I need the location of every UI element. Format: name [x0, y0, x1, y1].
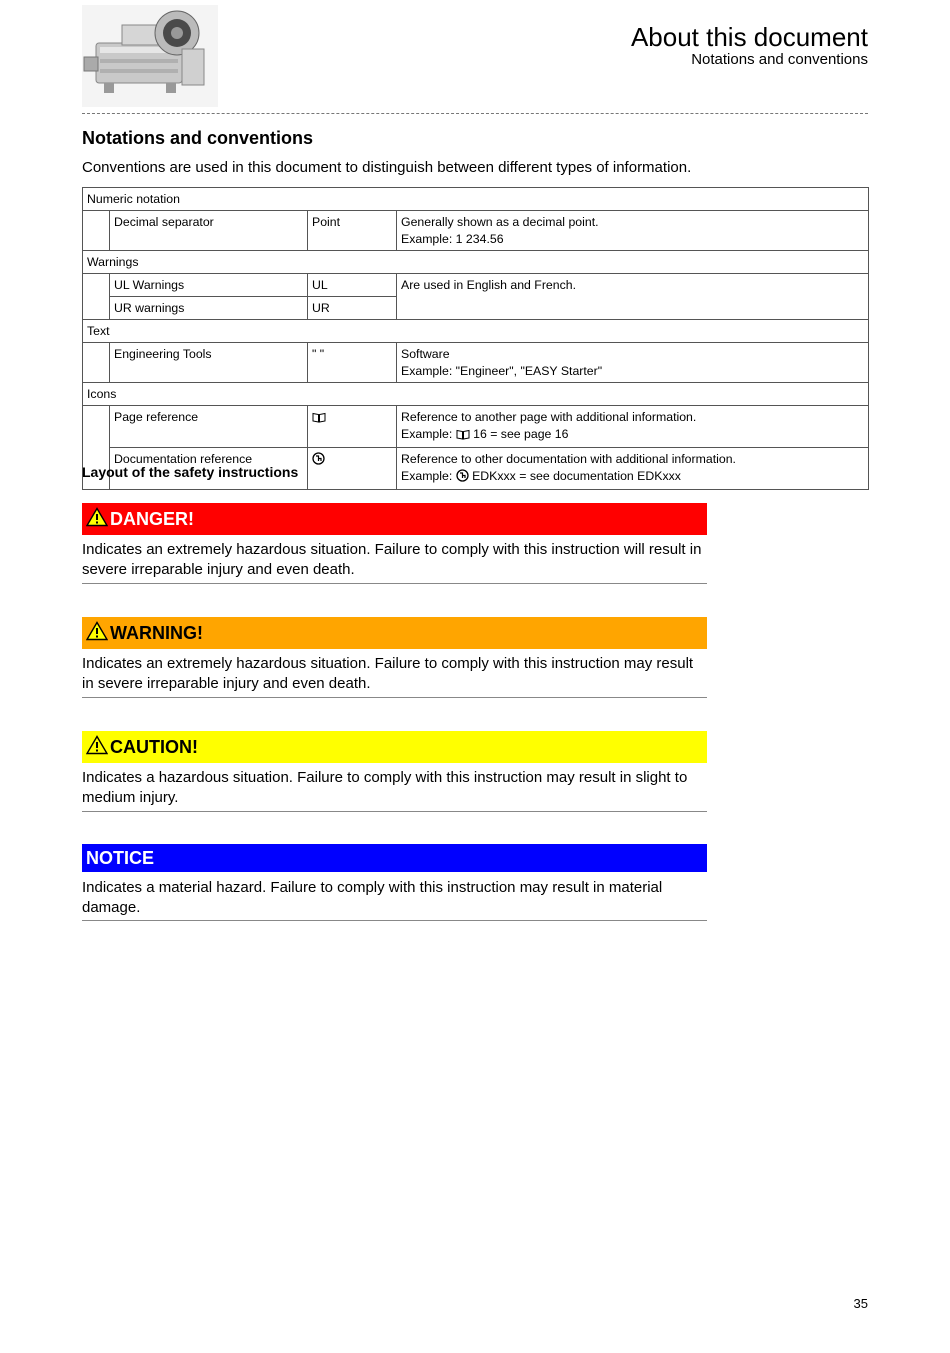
cell-sign: Point [308, 211, 397, 251]
header-subtitle: Notations and conventions [691, 51, 868, 68]
desc-example-prefix: Example: [401, 427, 456, 441]
cell-sign [308, 406, 397, 448]
section-title: Notations and conventions [82, 128, 314, 148]
caution-text: Indicates a hazardous situation. Failure to comply with this instruction may result in slight to medium injury. [82, 769, 688, 806]
warning-triangle-icon [86, 735, 108, 760]
notice-divider [82, 920, 707, 921]
warning-label: WARNING! [110, 622, 203, 643]
desc-line: Software [401, 347, 450, 361]
section-intro: Conventions are used in this document to distinguish between different types of information. [82, 159, 692, 176]
table-row [83, 406, 869, 448]
category-text: Text [83, 320, 869, 343]
safety-title: Layout of the safety instructions [82, 464, 299, 480]
notice-label: NOTICE [86, 847, 155, 868]
warning-divider [82, 697, 707, 698]
cell-name: Page reference [110, 406, 308, 448]
desc-example-prefix: Example: [401, 469, 456, 483]
cell-sign [308, 448, 397, 490]
table-row [83, 320, 869, 343]
conventions-table [82, 187, 869, 490]
desc-example: Example: "Engineer", "EASY Starter" [401, 364, 603, 378]
book-icon [312, 411, 326, 428]
cell-desc [397, 406, 869, 448]
notice-banner [82, 844, 707, 872]
header-title: About this document [630, 22, 868, 52]
notice-text: Indicates a material hazard. Failure to comply with this instruction may result in material damage. [82, 879, 663, 916]
desc-line: Reference to other documentation with additional information. [401, 452, 736, 466]
danger-banner [82, 503, 707, 535]
cell-desc [397, 448, 869, 490]
cell-sign: " " [308, 343, 397, 383]
cell-desc: Are used in English and French. [397, 274, 869, 320]
category-numeric: Numeric notation [83, 188, 869, 211]
cell-name: Engineering Tools [110, 343, 308, 383]
table-row [83, 188, 869, 211]
category-icons: Icons [83, 383, 869, 406]
danger-label: DANGER! [110, 508, 194, 529]
desc-example [401, 468, 864, 487]
cell-name: Documentation reference [110, 448, 308, 490]
warning-banner [82, 617, 707, 649]
warning-triangle-icon [86, 621, 108, 646]
desc-example [401, 426, 864, 445]
table-row [83, 343, 869, 383]
desc-example: Example: 1 234.56 [401, 232, 504, 246]
warning-triangle-icon [86, 507, 108, 532]
cell-name: UR warnings [110, 297, 308, 320]
book-icon [456, 428, 470, 445]
caution-banner [82, 731, 707, 763]
caution-divider [82, 811, 707, 812]
table-row [83, 211, 869, 251]
desc-example-suffix: EDKxxx = see documentation EDKxxx [468, 469, 681, 483]
cell-name: Decimal separator [110, 211, 308, 251]
page-number: 35 [853, 1296, 868, 1311]
category-warnings: Warnings [83, 251, 869, 274]
header-divider [82, 113, 868, 114]
cell-name: UL Warnings [110, 274, 308, 297]
motor-product-image [82, 5, 218, 107]
warning-text: Indicates an extremely hazardous situation. Failure to comply with this instruction may result in severe irreparable injury and even death. [82, 655, 694, 692]
caution-label: CAUTION! [110, 736, 198, 757]
desc-line: Generally shown as a decimal point. [401, 215, 599, 229]
desc-line: Reference to another page with additional information. [401, 410, 697, 424]
danger-divider [82, 583, 707, 584]
danger-text: Indicates an extremely hazardous situation. Failure to comply with this instruction will result in severe irreparable injury and even death. [82, 541, 702, 578]
documentation-icon [312, 452, 325, 470]
table-row [83, 251, 869, 274]
cell-desc [397, 343, 869, 383]
cell-sign: UR [308, 297, 397, 320]
table-row [83, 274, 869, 297]
desc-example-suffix: 16 = see page 16 [469, 427, 569, 441]
cell-sign: UL [308, 274, 397, 297]
table-row [83, 383, 869, 406]
cell-desc [397, 211, 869, 251]
documentation-icon [456, 469, 469, 487]
